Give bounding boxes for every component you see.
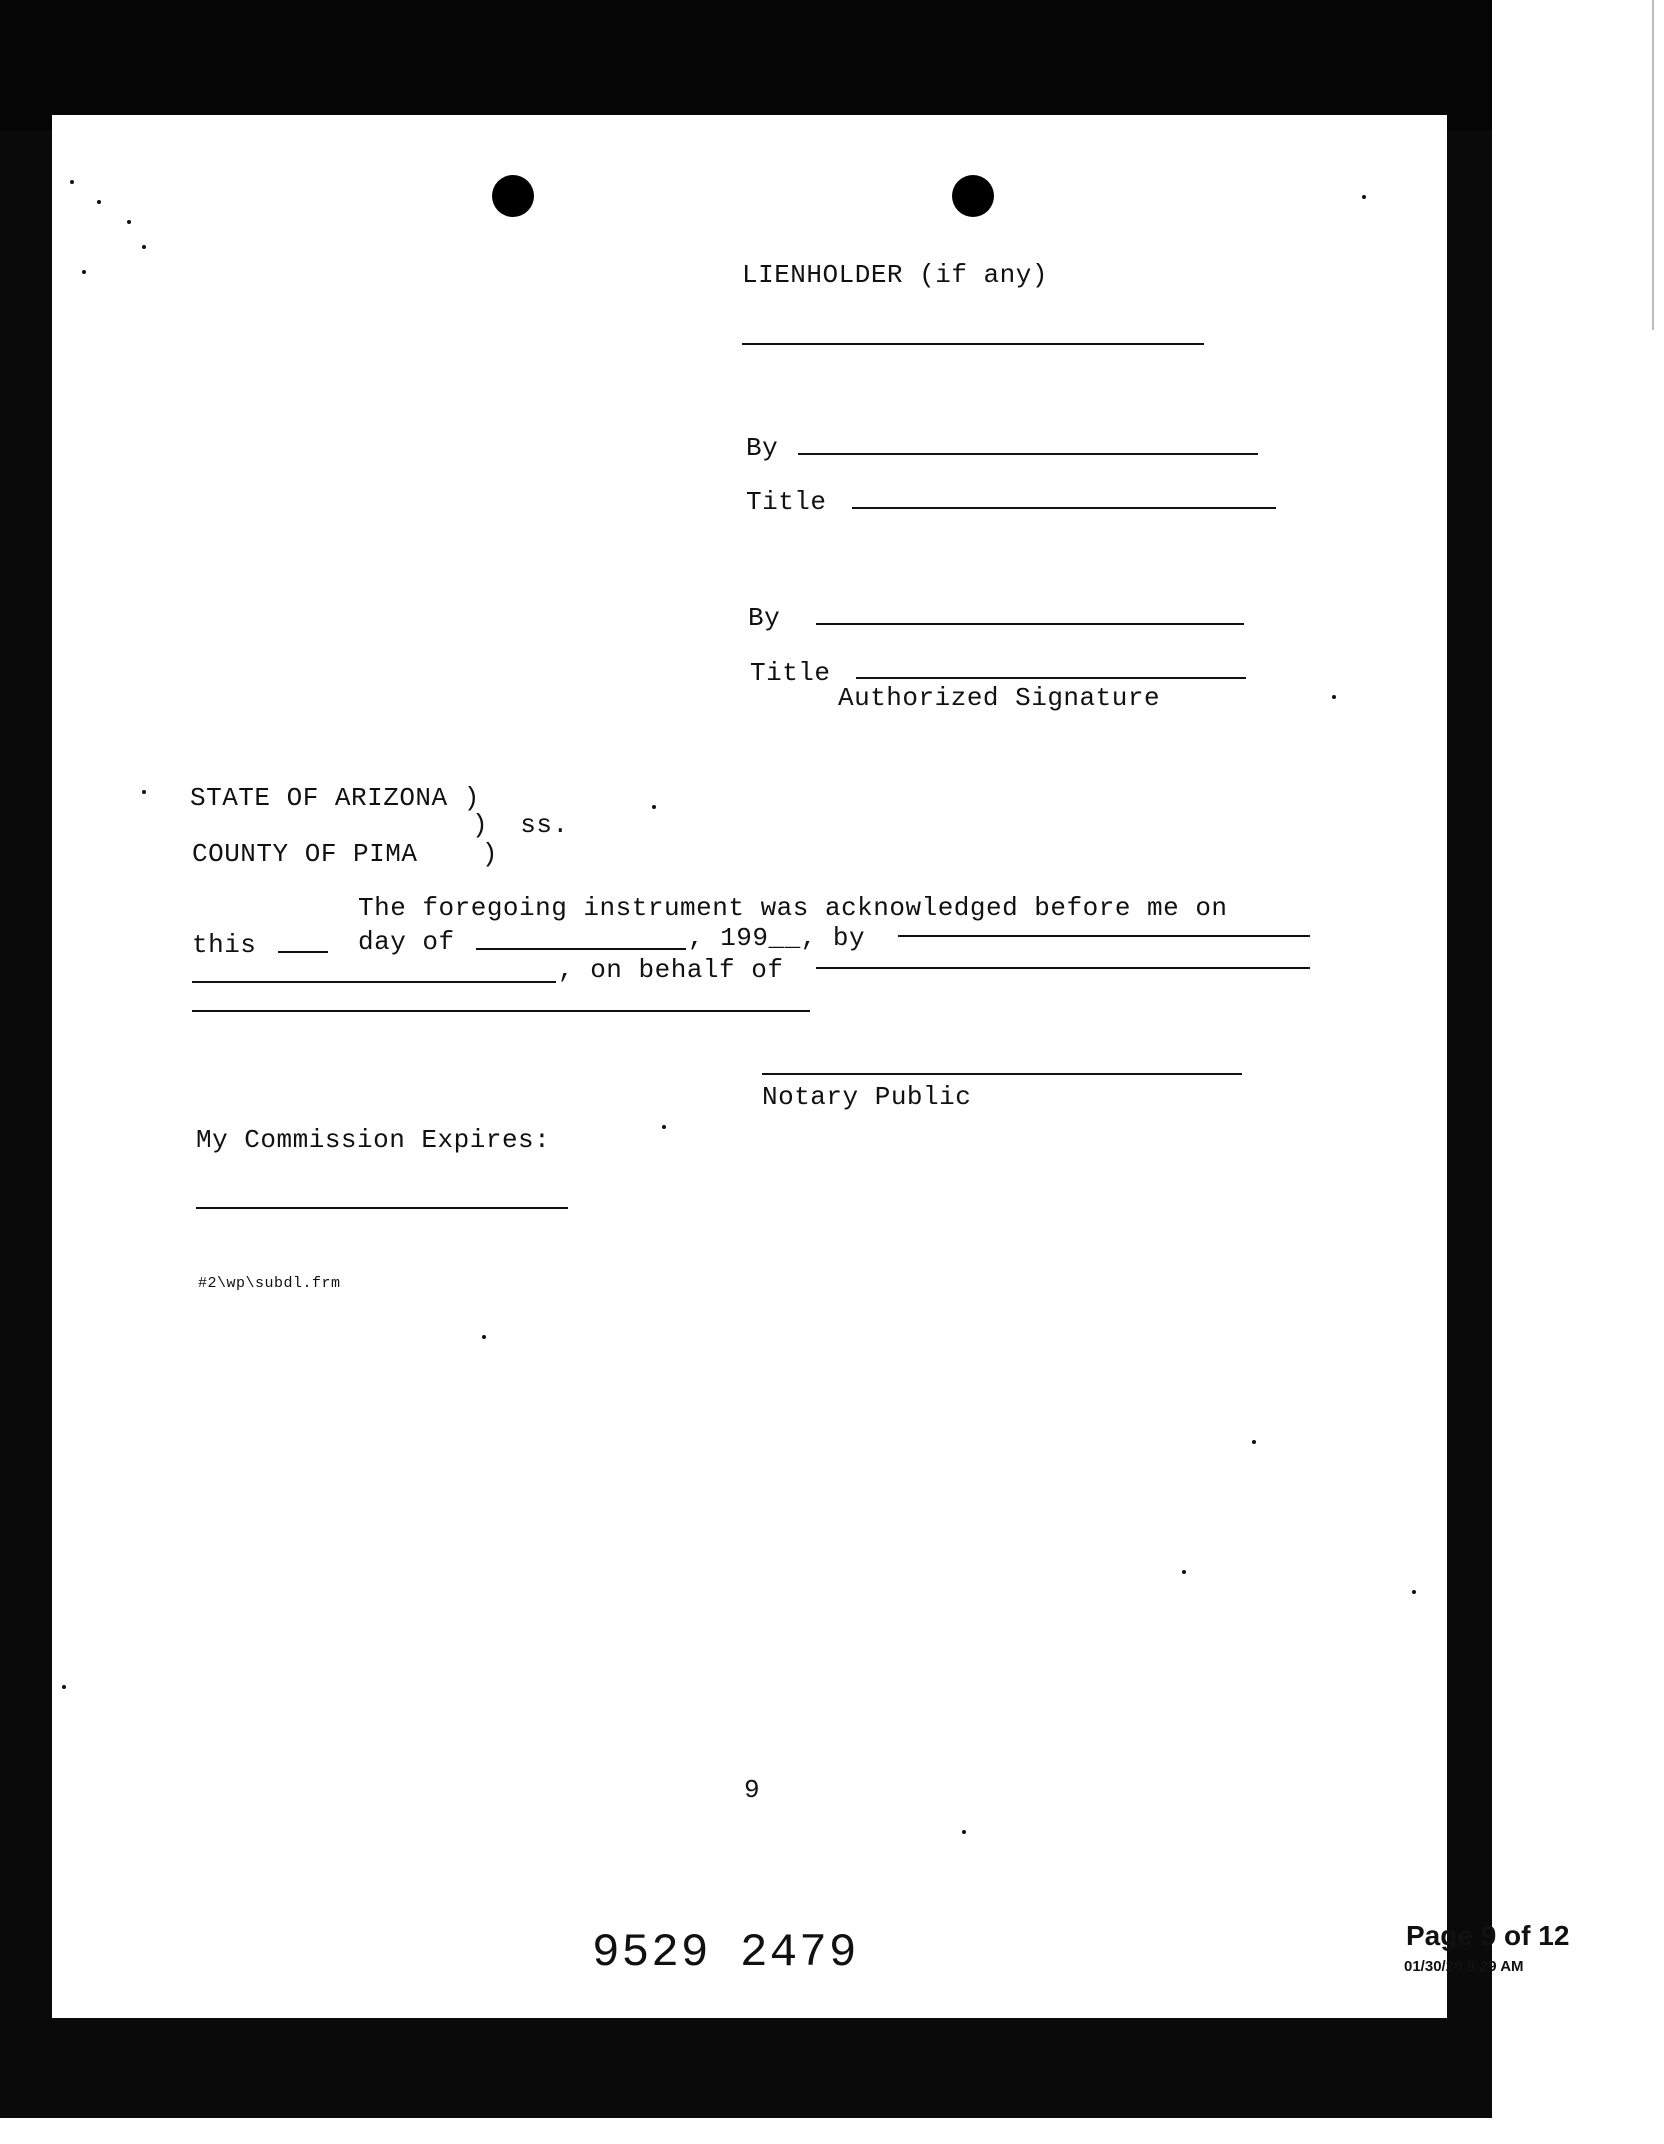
scan-speck [1252,1440,1256,1444]
title-label-1: Title [746,487,827,517]
file-path: #2\wp\subdl.frm [198,1275,341,1292]
scan-speck [652,805,656,809]
scan-speck [482,1335,486,1339]
notary-public-caption: Notary Public [762,1082,972,1112]
scan-speck [127,220,131,224]
scan-speck [1182,1570,1186,1574]
scan-speck [97,200,101,204]
recording-number: 9529 2479 [592,1927,859,1979]
title-label-2: Title [750,658,831,688]
scan-top-band [0,0,1492,130]
scan-speck [62,1685,66,1689]
day-blank [278,951,328,953]
acknowledgment-this: this [192,930,257,960]
commission-expires-label: My Commission Expires: [196,1125,551,1155]
notary-signature-line [762,1073,1242,1075]
scan-speck [1362,195,1366,199]
lienholder-name-line [742,343,1204,345]
month-blank [476,948,686,950]
punch-hole-right [952,175,994,217]
document-sheet [52,115,1447,2018]
acknowledgment-text: The foregoing instrument was acknowledged before me on [358,893,1228,923]
by-label-2: By [748,603,781,633]
page-number: 9 [744,1775,761,1805]
acknowledgment-year: , 199__, by [688,923,866,953]
behalf-blank [816,967,1310,969]
scan-speck [142,245,146,249]
by-blank [898,935,1310,937]
page-edge-line [1652,0,1654,330]
lienholder-heading: LIENHOLDER (if any) [742,260,1048,290]
scan-speck [70,180,74,184]
county-line: COUNTY OF PIMA ) [192,839,498,869]
scan-speck [142,790,146,794]
acknowledgment-day-of: day of [358,927,455,957]
scan-speck [82,270,86,274]
behalf-blank-2 [192,1010,810,1012]
scan-speck [962,1830,966,1834]
by-label-1: By [746,433,779,463]
by-line-1 [798,453,1258,455]
commission-expires-line [196,1207,568,1209]
scan-speck [1412,1590,1416,1594]
state-line: STATE OF ARIZONA ) [190,783,480,813]
title-line-1 [852,507,1276,509]
scan-speck [662,1125,666,1129]
fax-timestamp: 01/30/20 9:29 AM [1404,1958,1524,1975]
fax-page-indicator: Page 9 of 12 [1406,1920,1570,1951]
venue-ss: ) ss. [472,810,569,840]
authorized-signature-caption: Authorized Signature [838,683,1161,713]
punch-hole-left [492,175,534,217]
title-line-2 [856,677,1246,679]
person-blank [192,981,556,983]
by-line-2 [816,623,1244,625]
acknowledgment-behalf: , on behalf of [558,955,784,985]
scan-speck [1332,695,1336,699]
